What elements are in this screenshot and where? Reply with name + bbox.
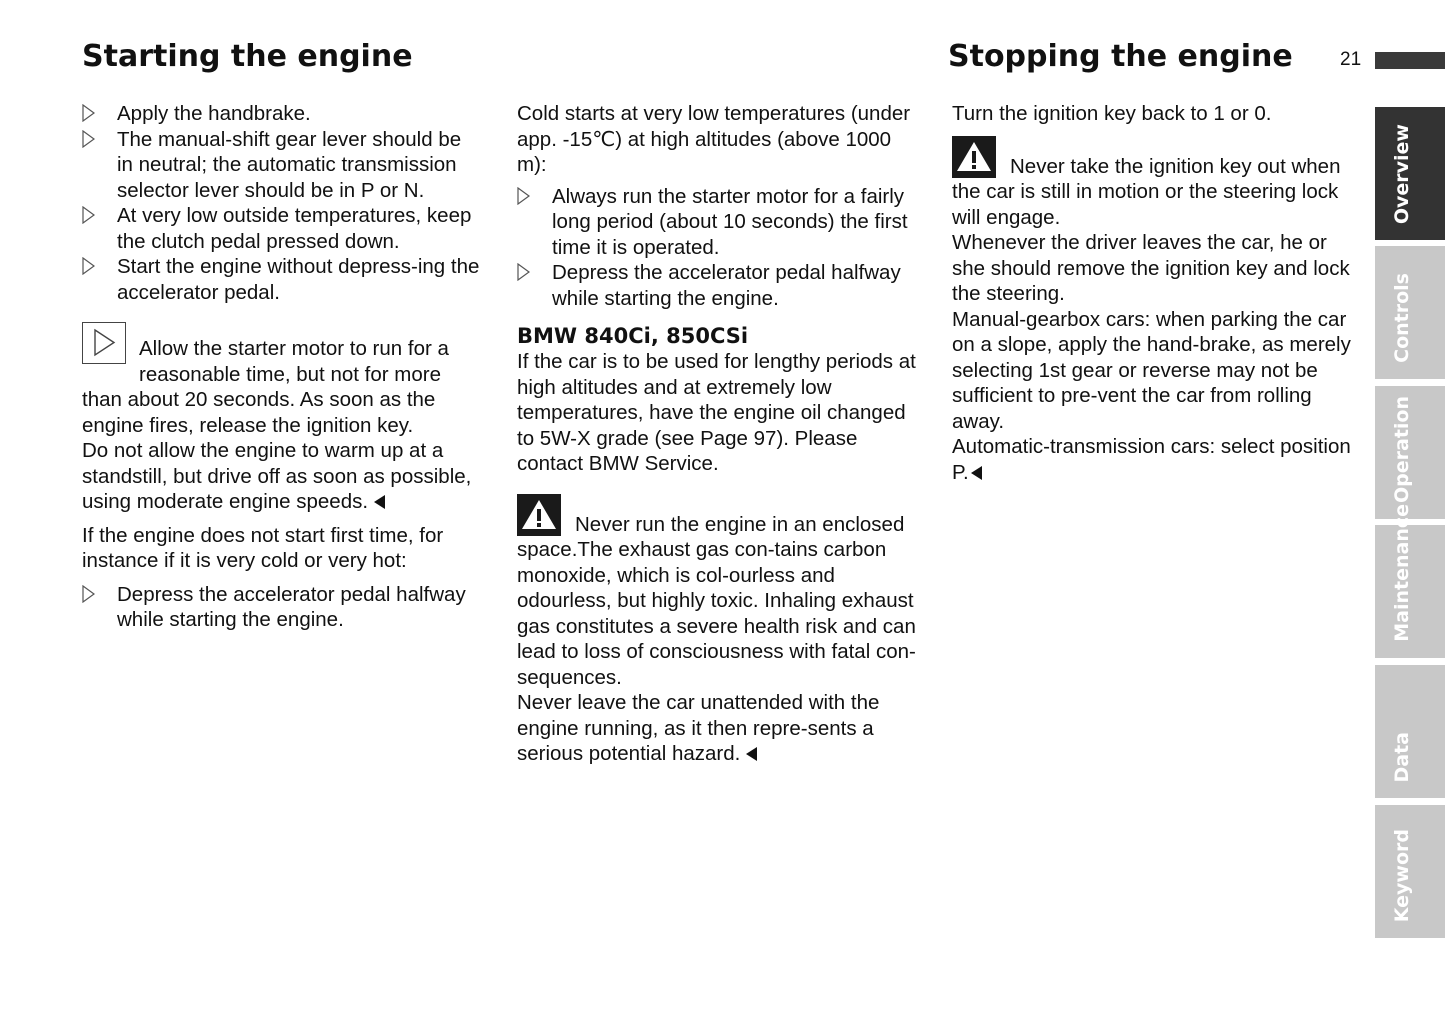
- tab-controls[interactable]: Controls: [1375, 246, 1445, 379]
- tab-data[interactable]: Data: [1375, 665, 1445, 798]
- bullet-triangle-icon: [82, 206, 95, 224]
- list-item: At very low outside temperatures, keep the clutch pedal pressed down.: [82, 203, 482, 254]
- end-marker-icon: [746, 747, 757, 761]
- list-item: Apply the handbrake.: [82, 101, 482, 127]
- bullet-triangle-icon: [517, 187, 530, 205]
- column-cold-starts: [517, 101, 917, 767]
- column-starting: [82, 101, 482, 633]
- stopping-paragraph: Manual-gearbox cars: when parking the car on a slope, apply the hand-brake, as merely selecting 1st gear or reverse may not be sufficient to pre-vent the car from rolling away.: [952, 307, 1351, 433]
- list-item: Start the engine without depress-ing the accelerator pedal.: [82, 254, 482, 305]
- bullet-triangle-icon: [517, 263, 530, 281]
- end-marker-icon: [374, 495, 385, 509]
- unattended-paragraph: Never leave the car unattended with the engine running, as it then repre-sents a serious potential hazard.: [517, 691, 880, 765]
- tab-keyword[interactable]: Keyword: [1375, 805, 1445, 938]
- model-paragraph: If the car is to be used for lengthy periods at high altitudes and at extremely low temperatures, have the engine oil changed to 5W-X grade (see Page 97). Please contact BMW Service.: [517, 350, 916, 475]
- tab-maintenance[interactable]: Maintenance: [1375, 525, 1445, 658]
- tab-operation[interactable]: Operation: [1375, 386, 1445, 519]
- tab-overview[interactable]: Overview: [1375, 107, 1445, 240]
- page-title-stopping: Stopping the engine: [948, 39, 1293, 74]
- list-item: Depress the accelerator pedal halfway while starting the engine.: [517, 260, 917, 311]
- stopping-intro: Turn the ignition key back to 1 or 0.: [952, 102, 1272, 125]
- note-arrow-icon: [82, 322, 126, 364]
- list-item: Depress the accelerator pedal halfway while starting the engine.: [82, 582, 482, 633]
- model-subheading: BMW 840Ci, 850CSi: [517, 324, 749, 348]
- page-title-starting: Starting the engine: [82, 39, 413, 74]
- warning-icon: [952, 136, 996, 178]
- automatic-paragraph: Automatic-transmission cars: select position P.: [952, 435, 1351, 484]
- hot-start-list: [82, 582, 482, 633]
- bullet-triangle-icon: [82, 104, 95, 122]
- not-start-paragraph: If the engine does not start first time, for instance if it is very cold or very hot:: [82, 523, 444, 572]
- bullet-triangle-icon: [82, 257, 95, 275]
- stopping-paragraph: Whenever the driver leaves the car, he or she should remove the ignition key and lock the steering.: [952, 231, 1350, 305]
- warning-paragraph: Never take the ignition key out when the car is still in motion or the steering lock will engage.: [952, 133, 1352, 231]
- note-paragraph: Allow the starter motor to run for a reasonable time, but not for more than about 20 seconds. As soon as the engine fires, release the ignition key.: [82, 313, 482, 438]
- list-item: The manual-shift gear lever should be in neutral; the automatic transmission selector lever should be in P or N.: [82, 127, 482, 204]
- bullet-triangle-icon: [82, 130, 95, 148]
- warning-icon: [517, 494, 561, 536]
- cold-intro-paragraph: Cold starts at very low temperatures (under app. -15℃) at high altitudes (above 1000 m):: [517, 102, 911, 176]
- end-marker-icon: [971, 466, 982, 480]
- starting-steps-list: [82, 101, 482, 305]
- list-item: Always run the starter motor for a fairly long period (about 10 seconds) the first time it is operated.: [517, 184, 917, 261]
- bullet-triangle-icon: [82, 585, 95, 603]
- column-stopping: [952, 101, 1352, 485]
- page-number: 21: [1340, 49, 1362, 70]
- warning-paragraph: Never run the engine in an enclosed space.The exhaust gas con-tains carbon monoxide, which is col-ourless and odourless, but highly toxic. Inhaling exhaust gas constitutes a severe health risk and can lead to loss of consciousness with fatal con-sequences.: [517, 489, 917, 691]
- warmup-paragraph: Do not allow the engine to warm up at a standstill, but drive off as soon as possible, using moderate engine speeds.: [82, 439, 472, 513]
- header-bar: [1375, 52, 1445, 69]
- cold-start-list: [517, 184, 917, 312]
